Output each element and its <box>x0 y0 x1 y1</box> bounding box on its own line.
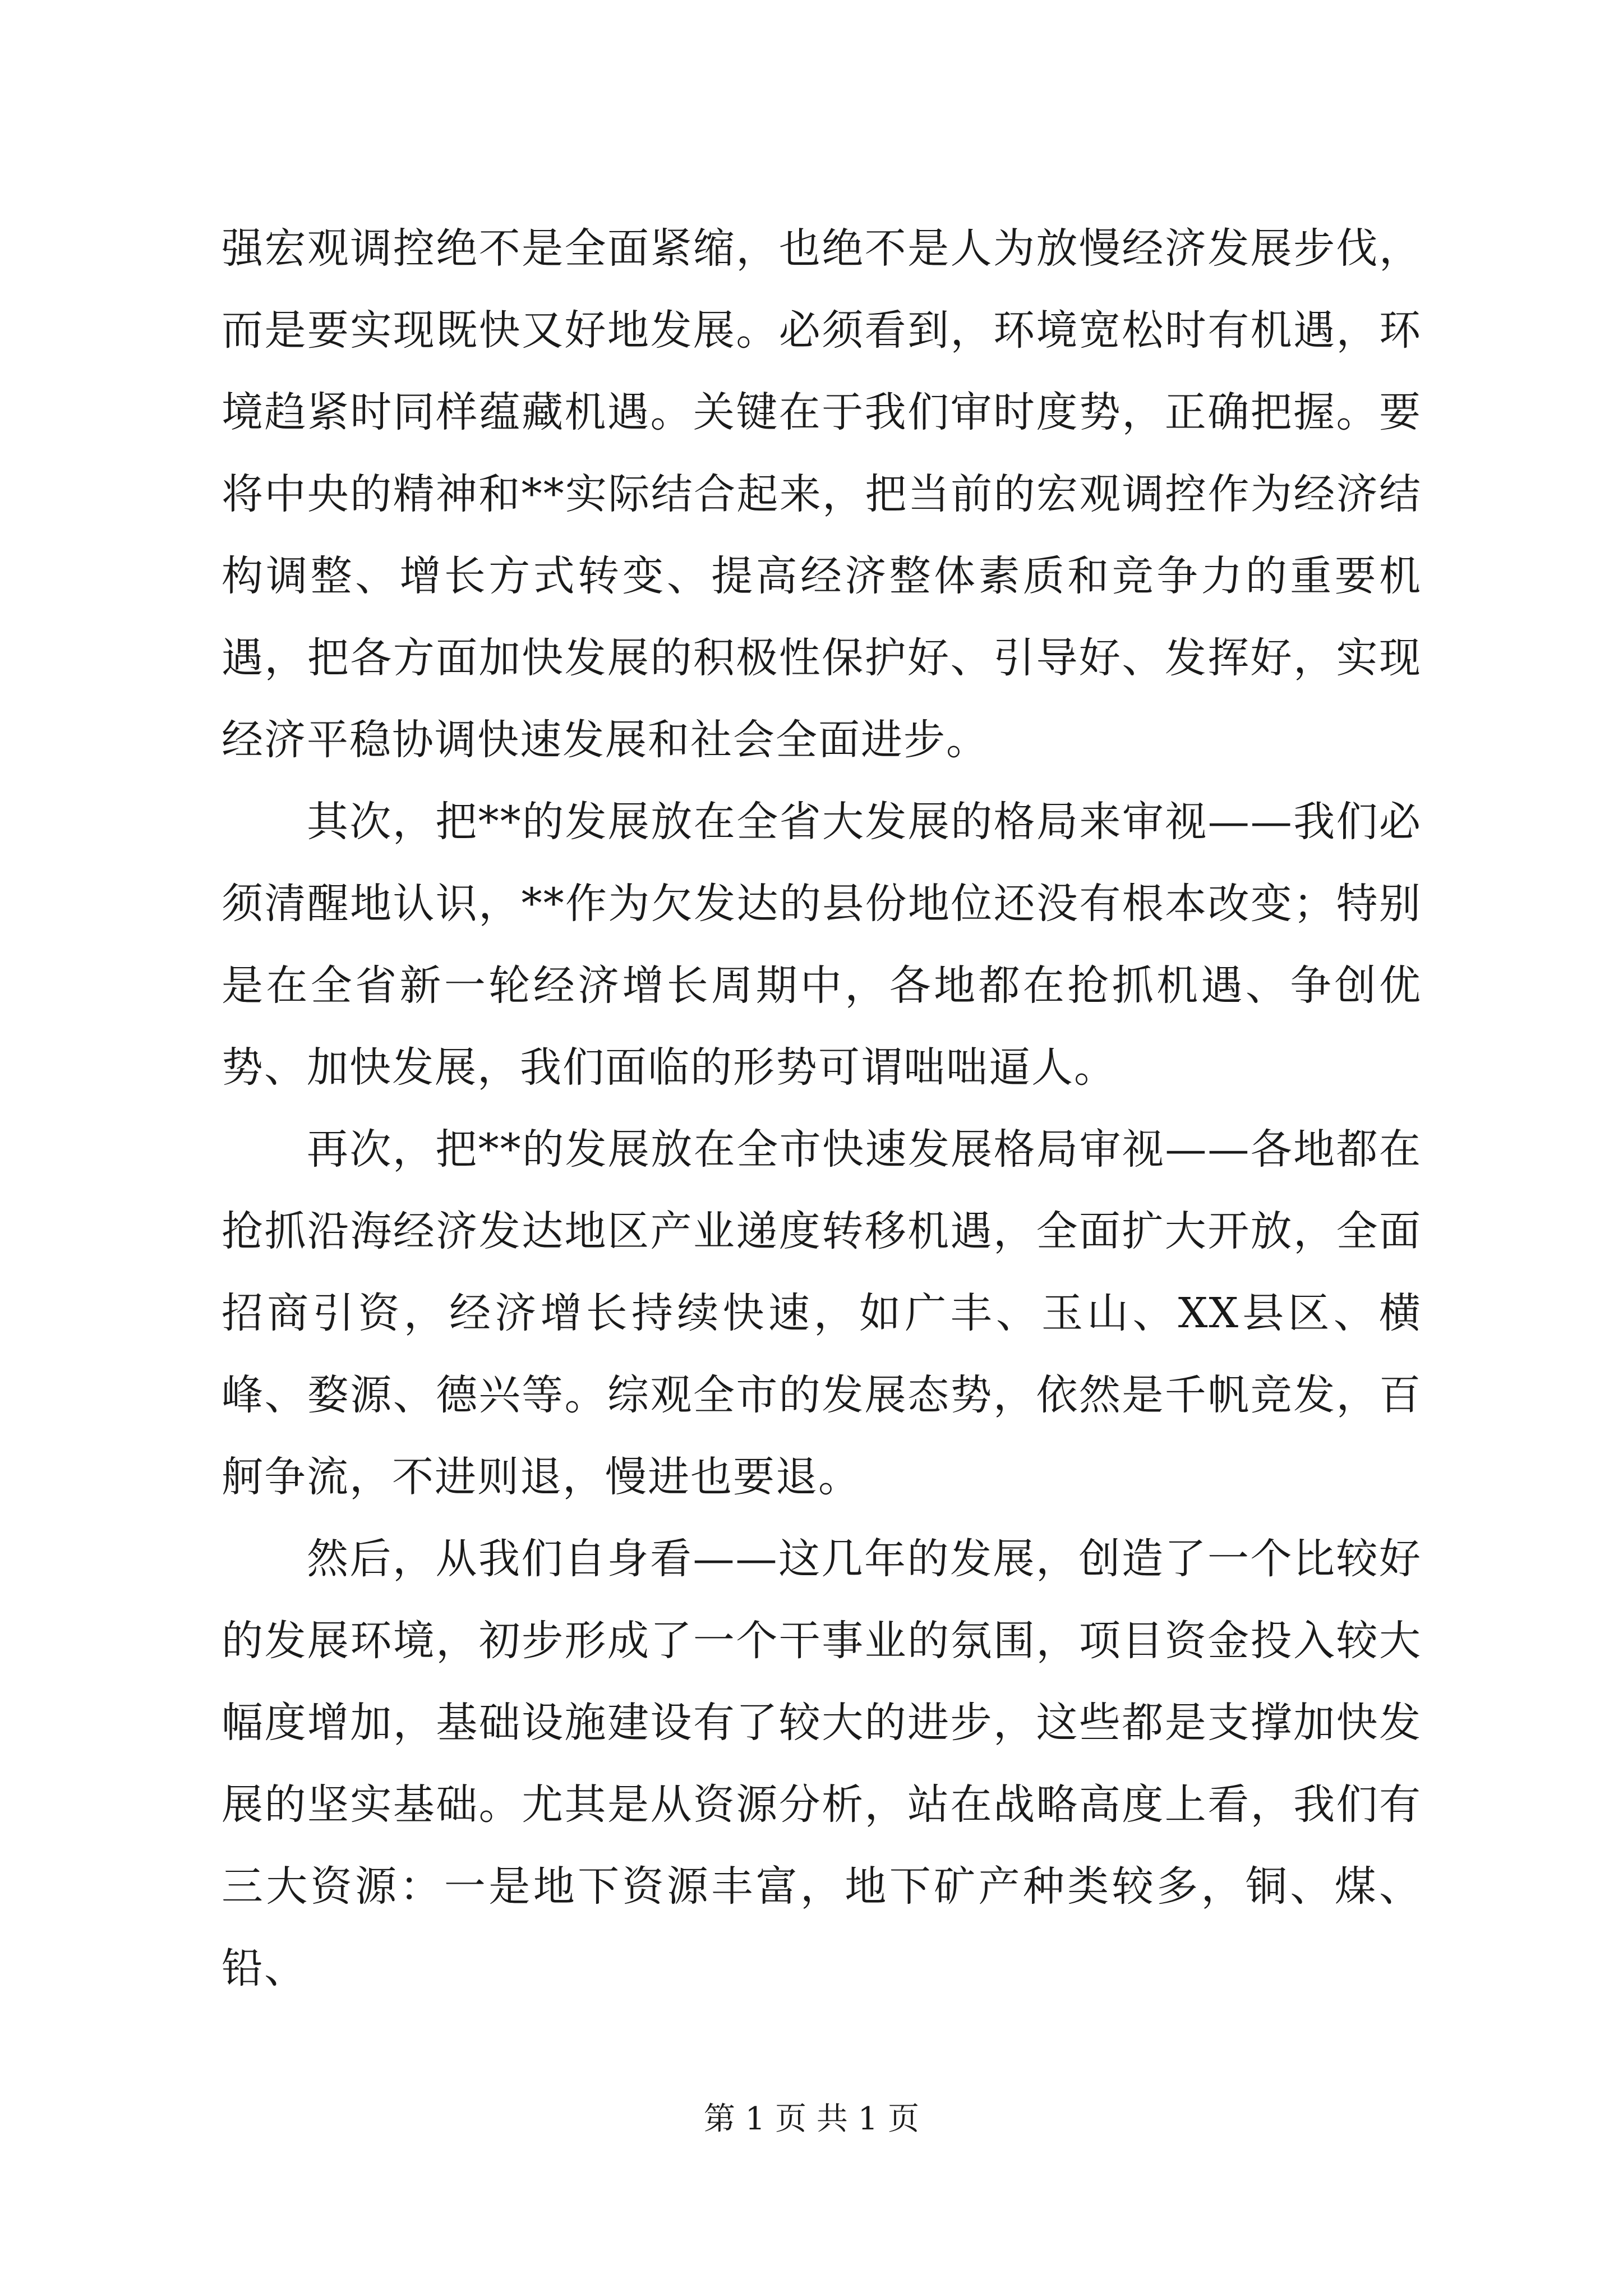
paragraph-2: 其次，把**的发展放在全省大发展的格局来审视——我们必须清醒地认识，**作为欠发达的县份地位还没有根本改变；特别是在全省新一轮经济增长周期中，各地都在抢抓机遇、争创优势、加快发展，我们面临的形势可谓咄咄逼人。 <box>222 798 1422 1092</box>
paragraph-3: 再次，把**的发展放在全市快速发展格局审视——各地都在抢抓沿海经济发达地区产业递度转移机遇，全面扩大开放，全面招商引资，经济增长持续快速，如广丰、玉山、XX县区、横峰、婺源、德兴等。综观全市的发展态势，依然是千帆竞发，百舸争流，不进则退，慢进也要退。 <box>222 1125 1422 1501</box>
page-number-label: 第 1 页 共 1 页 <box>703 2101 920 2137</box>
page-footer <box>0 2097 1623 2142</box>
document-body <box>222 208 1422 2009</box>
paragraph-4: 然后，从我们自身看——这几年的发展，创造了一个比较好的发展环境，初步形成了一个干事业的氛围，项目资金投入较大幅度增加，基础设施建设有了较大的进步，这些都是支撑加快发展的坚实基础。尤其是从资源分析，站在战略高度上看，我们有三大资源：一是地下资源丰富，地下矿产种类较多，铜、煤、铅、 <box>222 1535 1422 1993</box>
paragraph-1: 强宏观调控绝不是全面紧缩，也绝不是人为放慢经济发展步伐，而是要实现既快又好地发展。必须看到，环境宽松时有机遇，环境趋紧时同样蕴藏机遇。关键在于我们审时度势，正确把握。要将中央的精神和**实际结合起来，把当前的宏观调控作为经济结构调整、增长方式转变、提高经济整体素质和竞争力的重要机遇，把各方面加快发展的积极性保护好、引导好、发挥好，实现经济平稳协调快速发展和社会全面进步。 <box>222 224 1422 764</box>
